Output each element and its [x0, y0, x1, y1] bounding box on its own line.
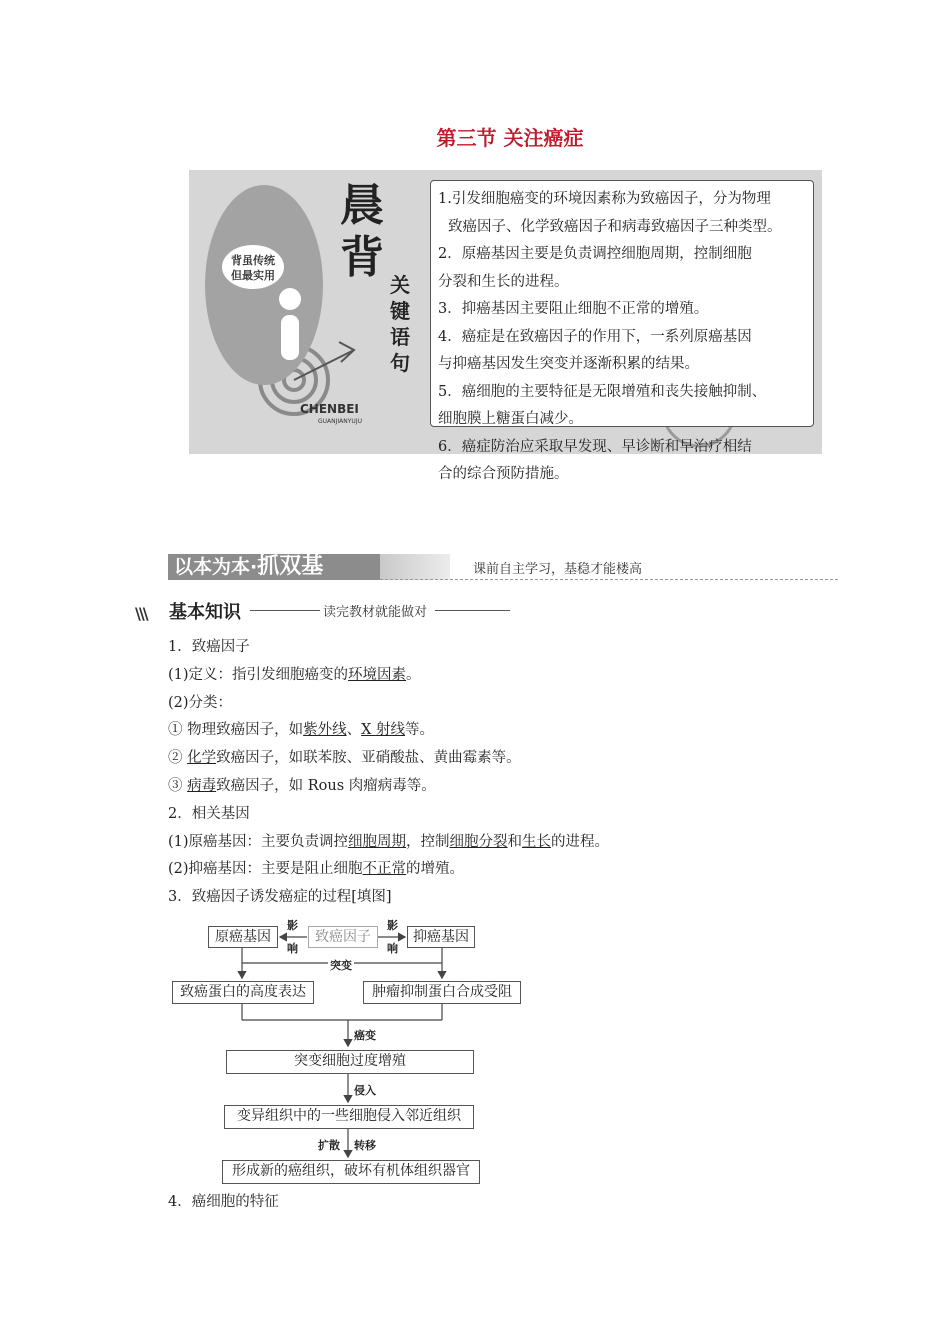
text: 等。: [405, 722, 435, 739]
flow-box-invade-tissue: 变异组织中的一些细胞侵入邻近组织: [224, 1105, 474, 1129]
rule-right: [435, 610, 510, 611]
knowledge-subtitle: 读完教材就能做对: [323, 605, 428, 620]
knowledge-header: [135, 598, 535, 628]
speech-bubble: [222, 245, 284, 289]
section-label: [174, 554, 323, 580]
big-char-chen: 晨: [340, 180, 384, 231]
heading-1: 1．致癌因子: [168, 639, 250, 655]
class-item-3: [168, 773, 868, 801]
key-line: 细胞膜上糖蛋白减少。: [438, 411, 583, 427]
text: 和: [507, 833, 523, 850]
banner-chenbei: CHENBEI: [300, 402, 359, 416]
key-line: 1.引发细胞癌变的环境因素称为致癌因子，分为物理: [438, 191, 771, 207]
flow-label-xiang-left: 响: [287, 942, 298, 955]
flow-box-tumor-suppressor: 抑癌基因: [407, 926, 475, 948]
text: 、: [346, 722, 362, 739]
text: 致癌因子，如 Rous 肉瘤病毒等。: [216, 777, 436, 794]
big-char-bei: 背: [340, 232, 384, 283]
flow-label-ying-right: 影: [387, 919, 398, 932]
section-label-a: 以本为本·: [174, 556, 258, 578]
flow-box-proliferation: 突变细胞过度增殖: [226, 1050, 474, 1074]
text: 的进程。: [551, 833, 610, 850]
answer-blank: 不正常: [362, 861, 407, 878]
page-title: 第三节 关注癌症: [436, 126, 584, 150]
section-dashed-line: [380, 579, 838, 580]
text: ① 物理致癌因子，如: [168, 722, 304, 739]
flow-box-carcinogen: 致癌因子: [308, 926, 378, 948]
section-header-bar: [168, 554, 838, 580]
key-line: 3．抑癌基因主要阻止细胞不正常的增殖。: [438, 301, 709, 317]
answer-blank: X 射线: [361, 722, 406, 739]
answer-blank: 细胞分裂: [449, 833, 508, 850]
classification-line: (2)分类：: [168, 694, 233, 711]
flow-label-ying-left: 影: [287, 919, 298, 932]
person-icon: [270, 285, 310, 365]
text: (2)抑癌基因：主要是阻止细胞: [168, 861, 363, 878]
knowledge-content: [168, 634, 868, 912]
class-item-1: [168, 717, 868, 745]
heading-3: 3．致癌因子诱发癌症的过程[填图]: [168, 889, 392, 906]
text: ②: [168, 750, 188, 767]
key-line: 2．原癌基因主要是负责调控细胞周期，控制细胞: [438, 246, 752, 262]
bubble-line-2: 但最实用: [231, 269, 275, 282]
key-line: 致癌因子、化学致癌因子和病毒致癌因子三种类型。: [448, 218, 782, 235]
carcinogenesis-flowchart: [160, 916, 540, 1186]
flow-label-xiang-right: 响: [387, 942, 398, 955]
text: ，控制: [406, 833, 450, 850]
key-line: 5．癌细胞的主要特征是无限增殖和丧失接触抑制、: [438, 383, 767, 400]
rule-left: [250, 610, 320, 611]
section-label-b: 抓双基: [257, 554, 324, 579]
key-line: 合的综合预防措施。: [438, 466, 569, 482]
bubble-line-1: 背虽传统: [231, 254, 275, 267]
flow-label-spread: 扩散: [318, 1139, 340, 1152]
gene-line-1: [168, 829, 868, 857]
answer-blank: 紫外线: [303, 722, 347, 739]
flow-box-oncoprotein: 致癌蛋白的高度表达: [172, 981, 314, 1004]
key-line: 6．癌症防治应采取早发现、早诊断和早治疗相结: [438, 438, 752, 455]
vertical-char: 句: [390, 351, 410, 375]
answer-blank: 化学: [187, 750, 217, 767]
vertical-char: 语: [390, 325, 410, 349]
vertical-char: 键: [390, 299, 410, 323]
answer-blank: 病毒: [187, 777, 217, 794]
flow-label-metastasis: 转移: [354, 1139, 376, 1152]
text: 。: [406, 666, 421, 683]
class-item-2: [168, 745, 868, 773]
text: 的增殖。: [406, 861, 465, 878]
heading-4: 4．癌细胞的特征: [168, 1194, 279, 1210]
gene-line-2: [168, 856, 868, 884]
answer-blank: 生长: [522, 833, 552, 850]
section-hint: 课前自主学习，基稳才能楼高: [473, 562, 643, 577]
text: (1)定义：指引发细胞癌变的: [168, 666, 349, 683]
key-line: 分裂和生长的进程。: [438, 273, 569, 290]
answer-blank: 细胞周期: [348, 833, 407, 850]
flow-label-invasion: 侵入: [354, 1084, 376, 1097]
key-line: 4．癌症是在致癌因子的作用下，一系列原癌基因: [438, 328, 752, 345]
answer-blank: 环境因素: [348, 666, 407, 683]
key-phrase-vertical: [390, 272, 412, 376]
vertical-char: 关: [390, 273, 410, 297]
flow-label-cancerization: 癌变: [354, 1029, 376, 1042]
flow-box-suppressor-protein: 肿瘤抑制蛋白合成受阻: [363, 981, 521, 1004]
knowledge-title: 基本知识: [169, 602, 241, 623]
text: ③: [168, 777, 188, 794]
key-line: 与抑癌基因发生突变并逐渐积累的结果。: [438, 356, 699, 372]
flow-box-proto-oncogene: 原癌基因: [208, 926, 278, 948]
flow-box-new-tumor: 形成新的癌组织，破坏有机体组织器官: [222, 1160, 480, 1184]
banner-guanjianyuju: GUANJIANYUJU: [318, 418, 362, 425]
text: 致癌因子，如联苯胺、亚硝酸盐、黄曲霉素等。: [216, 750, 521, 767]
stripes-icon: \\\: [135, 604, 147, 623]
section-bar-fade: [380, 554, 450, 580]
flow-label-mutation: 突变: [330, 959, 352, 972]
definition-line: [168, 662, 868, 690]
text: (1)原癌基因：主要负责调控: [168, 833, 349, 850]
key-sentences: [438, 186, 838, 489]
heading-2: 2．相关基因: [168, 805, 250, 822]
